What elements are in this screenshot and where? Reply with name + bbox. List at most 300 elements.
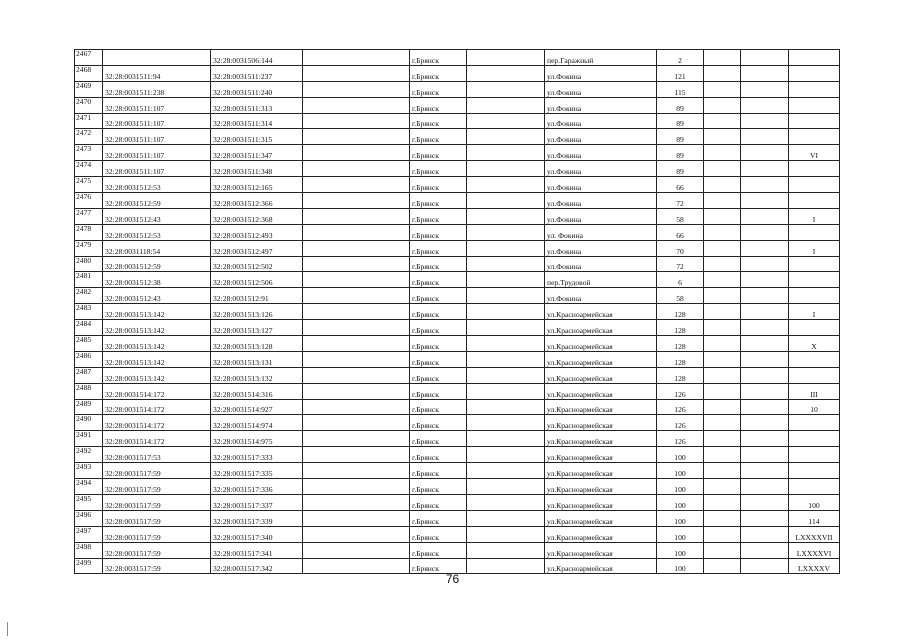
street-cell: ул.Красноармейская <box>545 558 657 574</box>
empty-cell <box>303 526 410 542</box>
empty-cell <box>741 510 789 526</box>
parent-cadastral-number-cell: 32:28:0031511:107 <box>103 129 211 145</box>
cadastral-number-cell: 32:28:0031513:132 <box>211 367 303 383</box>
street-cell: ул.Красноармейская <box>545 383 657 399</box>
street-cell: ул.Фокина <box>545 145 657 161</box>
empty-cell <box>303 542 410 558</box>
cadastral-number-cell: 32:28:0031511:237 <box>211 65 303 81</box>
table-row <box>75 336 840 352</box>
table-row <box>75 161 840 177</box>
house-number-cell: 58 <box>657 208 704 224</box>
cadastral-number-cell: 32:28:0031512:368 <box>211 208 303 224</box>
empty-cell <box>467 256 545 272</box>
cadastral-number-cell: 32:28:0031513:131 <box>211 351 303 367</box>
parent-cadastral-number-cell: 32:28:0031514:172 <box>103 415 211 431</box>
empty-cell <box>704 177 741 193</box>
empty-cell <box>704 494 741 510</box>
empty-cell <box>704 208 741 224</box>
table-row <box>75 431 840 447</box>
city-cell: г.Брянск <box>410 383 467 399</box>
parent-cadastral-number-cell: 32:28:0031517:53 <box>103 447 211 463</box>
empty-cell <box>467 383 545 399</box>
premises-number-cell: LXXXXVI <box>789 542 840 558</box>
city-cell: г.Брянск <box>410 224 467 240</box>
street-cell: ул.Фокина <box>545 97 657 113</box>
premises-number-cell <box>789 288 840 304</box>
empty-cell <box>704 161 741 177</box>
table-body <box>75 50 840 574</box>
city-cell: г.Брянск <box>410 479 467 495</box>
empty-cell <box>467 447 545 463</box>
empty-cell <box>303 288 410 304</box>
empty-cell <box>303 129 410 145</box>
city-cell: г.Брянск <box>410 161 467 177</box>
empty-cell <box>741 336 789 352</box>
house-number-cell: 66 <box>657 224 704 240</box>
empty-cell <box>741 526 789 542</box>
table-row <box>75 320 840 336</box>
premises-number-cell <box>789 367 840 383</box>
cadastral-number-cell: 32:28:0031517:335 <box>211 463 303 479</box>
table-row <box>75 193 840 209</box>
house-number-cell: 66 <box>657 177 704 193</box>
table-row <box>75 479 840 495</box>
empty-cell <box>704 447 741 463</box>
row-number-cell: 2469 <box>75 81 103 97</box>
premises-number-cell <box>789 351 840 367</box>
empty-cell <box>704 129 741 145</box>
empty-cell <box>741 288 789 304</box>
table-row <box>75 224 840 240</box>
empty-cell <box>303 272 410 288</box>
house-number-cell: 126 <box>657 431 704 447</box>
empty-cell <box>467 542 545 558</box>
parent-cadastral-number-cell: 32:28:0031513:142 <box>103 320 211 336</box>
row-number-cell: 2496 <box>75 510 103 526</box>
row-number-cell: 2482 <box>75 288 103 304</box>
empty-cell <box>303 510 410 526</box>
premises-number-cell <box>789 65 840 81</box>
house-number-cell: 121 <box>657 65 704 81</box>
cadastral-number-cell: 32:28:0031511:348 <box>211 161 303 177</box>
empty-cell <box>303 208 410 224</box>
row-number-cell: 2479 <box>75 240 103 256</box>
empty-cell <box>467 113 545 129</box>
empty-cell <box>741 479 789 495</box>
cadastral-number-cell: 32:28:0031514:316 <box>211 383 303 399</box>
cadastral-number-cell: 32:28:0031517:339 <box>211 510 303 526</box>
empty-cell <box>704 113 741 129</box>
premises-number-cell <box>789 431 840 447</box>
cadastral-number-cell: 32:28:0031517:337 <box>211 494 303 510</box>
row-number-cell: 2478 <box>75 224 103 240</box>
empty-cell <box>741 351 789 367</box>
row-number-cell: 2489 <box>75 399 103 415</box>
empty-cell <box>467 288 545 304</box>
house-number-cell: 126 <box>657 383 704 399</box>
empty-cell <box>741 193 789 209</box>
house-number-cell: 100 <box>657 510 704 526</box>
row-number-cell: 2476 <box>75 193 103 209</box>
city-cell: г.Брянск <box>410 542 467 558</box>
street-cell: ул.Фокина <box>545 81 657 97</box>
empty-cell <box>741 224 789 240</box>
premises-number-cell: I <box>789 240 840 256</box>
empty-cell <box>303 463 410 479</box>
house-number-cell: 100 <box>657 542 704 558</box>
parent-cadastral-number-cell: 32:28:0031517:59 <box>103 494 211 510</box>
premises-number-cell <box>789 97 840 113</box>
empty-cell <box>741 97 789 113</box>
empty-cell <box>704 510 741 526</box>
cadastral-number-cell: 32:28:0031512:91 <box>211 288 303 304</box>
empty-cell <box>741 494 789 510</box>
premises-number-cell <box>789 193 840 209</box>
parent-cadastral-number-cell: 32:28:0031511:107 <box>103 161 211 177</box>
premises-number-cell <box>789 81 840 97</box>
empty-cell <box>741 81 789 97</box>
empty-cell <box>303 224 410 240</box>
empty-cell <box>704 542 741 558</box>
premises-number-cell: 10 <box>789 399 840 415</box>
house-number-cell: 6 <box>657 272 704 288</box>
premises-number-cell: III <box>789 383 840 399</box>
cadastral-number-cell: 32:28:0031514:927 <box>211 399 303 415</box>
premises-number-cell: 114 <box>789 510 840 526</box>
street-cell: ул.Фокина <box>545 161 657 177</box>
row-number-cell: 2485 <box>75 336 103 352</box>
house-number-cell: 100 <box>657 494 704 510</box>
cadastral-number-cell: 32:28:0031511:347 <box>211 145 303 161</box>
city-cell: г.Брянск <box>410 208 467 224</box>
empty-cell <box>467 479 545 495</box>
cadastral-number-cell: 32:28:0031511:313 <box>211 97 303 113</box>
premises-number-cell: I <box>789 304 840 320</box>
parent-cadastral-number-cell: 32:28:0031514:172 <box>103 399 211 415</box>
premises-number-cell: X <box>789 336 840 352</box>
city-cell: г.Брянск <box>410 288 467 304</box>
cadastral-number-cell: 32:28:0031513:128 <box>211 336 303 352</box>
city-cell: г.Брянск <box>410 177 467 193</box>
house-number-cell: 100 <box>657 447 704 463</box>
parent-cadastral-number-cell: 32:28:0031512:38 <box>103 272 211 288</box>
empty-cell <box>741 367 789 383</box>
row-number-cell: 2499 <box>75 558 103 574</box>
empty-cell <box>741 399 789 415</box>
parent-cadastral-number-cell: 32:28:0031511:107 <box>103 97 211 113</box>
empty-cell <box>741 208 789 224</box>
street-cell: ул.Фокина <box>545 113 657 129</box>
empty-cell <box>704 367 741 383</box>
empty-cell <box>467 463 545 479</box>
empty-cell <box>704 50 741 66</box>
premises-number-cell <box>789 479 840 495</box>
parent-cadastral-number-cell: 32:28:0031512:59 <box>103 256 211 272</box>
empty-cell <box>704 415 741 431</box>
empty-cell <box>704 145 741 161</box>
table-row <box>75 304 840 320</box>
cadastral-number-cell: 32:28:0031511:240 <box>211 81 303 97</box>
empty-cell <box>467 399 545 415</box>
cadastral-number-cell: 32:28:0031512:506 <box>211 272 303 288</box>
table-row <box>75 177 840 193</box>
property-table <box>74 49 840 574</box>
empty-cell <box>741 415 789 431</box>
parent-cadastral-number-cell: 32:28:0031511:94 <box>103 65 211 81</box>
row-number-cell: 2495 <box>75 494 103 510</box>
empty-cell <box>303 65 410 81</box>
empty-cell <box>303 336 410 352</box>
empty-cell <box>467 351 545 367</box>
empty-cell <box>704 240 741 256</box>
street-cell: ул.Красноармейская <box>545 463 657 479</box>
street-cell: ул.Красноармейская <box>545 399 657 415</box>
row-number-cell: 2468 <box>75 65 103 81</box>
empty-cell <box>467 50 545 66</box>
premises-number-cell <box>789 463 840 479</box>
house-number-cell: 89 <box>657 145 704 161</box>
parent-cadastral-number-cell: 32:28:0031513:142 <box>103 367 211 383</box>
empty-cell <box>467 272 545 288</box>
house-number-cell: 128 <box>657 336 704 352</box>
empty-cell <box>741 383 789 399</box>
house-number-cell: 89 <box>657 161 704 177</box>
parent-cadastral-number-cell: 32:28:0031517:59 <box>103 463 211 479</box>
table-row <box>75 256 840 272</box>
street-cell: пер.Трудовой <box>545 272 657 288</box>
table-row <box>75 113 840 129</box>
row-number-cell: 2498 <box>75 542 103 558</box>
document-page <box>74 49 839 574</box>
empty-cell <box>704 288 741 304</box>
empty-cell <box>303 431 410 447</box>
table-row <box>75 526 840 542</box>
street-cell: ул.Фокина <box>545 208 657 224</box>
table-row <box>75 447 840 463</box>
empty-cell <box>741 463 789 479</box>
empty-cell <box>467 336 545 352</box>
parent-cadastral-number-cell: 32:28:0031512:43 <box>103 208 211 224</box>
empty-cell <box>704 526 741 542</box>
row-number-cell: 2492 <box>75 447 103 463</box>
row-number-cell: 2481 <box>75 272 103 288</box>
empty-cell <box>467 129 545 145</box>
table-row <box>75 288 840 304</box>
cadastral-number-cell: 32:28:0031513:127 <box>211 320 303 336</box>
cadastral-number-cell: 32:28:0031517:336 <box>211 479 303 495</box>
empty-cell <box>467 65 545 81</box>
parent-cadastral-number-cell: 32:28:0031511:107 <box>103 113 211 129</box>
parent-cadastral-number-cell: 32:28:0031512:59 <box>103 193 211 209</box>
empty-cell <box>303 240 410 256</box>
street-cell: ул.Красноармейская <box>545 542 657 558</box>
empty-cell <box>704 399 741 415</box>
empty-cell <box>704 351 741 367</box>
table-row <box>75 463 840 479</box>
table-row <box>75 510 840 526</box>
empty-cell <box>704 224 741 240</box>
table-row <box>75 145 840 161</box>
house-number-cell: 2 <box>657 50 704 66</box>
empty-cell <box>741 240 789 256</box>
street-cell: ул.Красноармейская <box>545 320 657 336</box>
empty-cell <box>467 494 545 510</box>
table-row <box>75 208 840 224</box>
city-cell: г.Брянск <box>410 526 467 542</box>
street-cell: ул.Фокина <box>545 256 657 272</box>
street-cell: ул.Красноармейская <box>545 351 657 367</box>
table-row <box>75 415 840 431</box>
empty-cell <box>704 431 741 447</box>
parent-cadastral-number-cell: 32:28:0031512:53 <box>103 177 211 193</box>
parent-cadastral-number-cell: 32:28:0031511:238 <box>103 81 211 97</box>
city-cell: г.Брянск <box>410 97 467 113</box>
street-cell: ул.Красноармейская <box>545 510 657 526</box>
premises-number-cell <box>789 129 840 145</box>
row-number-cell: 2486 <box>75 351 103 367</box>
row-number-cell: 2488 <box>75 383 103 399</box>
cadastral-number-cell: 32:28:0031517:340 <box>211 526 303 542</box>
parent-cadastral-number-cell: 32:28:0031517:59 <box>103 526 211 542</box>
row-number-cell: 2475 <box>75 177 103 193</box>
city-cell: г.Брянск <box>410 463 467 479</box>
cadastral-number-cell: 32:28:0031513:126 <box>211 304 303 320</box>
empty-cell <box>303 351 410 367</box>
house-number-cell: 100 <box>657 463 704 479</box>
empty-cell <box>741 50 789 66</box>
cadastral-number-cell: 32:28:0031511:315 <box>211 129 303 145</box>
premises-number-cell: VI <box>789 145 840 161</box>
city-cell: г.Брянск <box>410 367 467 383</box>
empty-cell <box>741 304 789 320</box>
premises-number-cell <box>789 113 840 129</box>
city-cell: г.Брянск <box>410 50 467 66</box>
empty-cell <box>467 304 545 320</box>
house-number-cell: 100 <box>657 479 704 495</box>
row-number-cell: 2467 <box>75 50 103 66</box>
city-cell: г.Брянск <box>410 447 467 463</box>
empty-cell <box>704 304 741 320</box>
parent-cadastral-number-cell: 32:28:0031513:142 <box>103 304 211 320</box>
street-cell: ул.Фокина <box>545 65 657 81</box>
table-row <box>75 50 840 66</box>
row-number-cell: 2472 <box>75 129 103 145</box>
empty-cell <box>741 145 789 161</box>
premises-number-cell <box>789 256 840 272</box>
house-number-cell: 72 <box>657 193 704 209</box>
parent-cadastral-number-cell <box>103 50 211 66</box>
empty-cell <box>303 494 410 510</box>
row-number-cell: 2493 <box>75 463 103 479</box>
row-number-cell: 2484 <box>75 320 103 336</box>
empty-cell <box>704 193 741 209</box>
empty-cell <box>741 542 789 558</box>
street-cell: ул.Красноармейская <box>545 415 657 431</box>
empty-cell <box>741 129 789 145</box>
parent-cadastral-number-cell: 32:28:0031517:59 <box>103 542 211 558</box>
premises-number-cell <box>789 50 840 66</box>
empty-cell <box>303 145 410 161</box>
empty-cell <box>741 177 789 193</box>
table-row <box>75 351 840 367</box>
city-cell: г.Брянск <box>410 272 467 288</box>
empty-cell <box>741 161 789 177</box>
house-number-cell: 128 <box>657 304 704 320</box>
cadastral-number-cell: 32:28:0031517:342 <box>211 558 303 574</box>
house-number-cell: 89 <box>657 113 704 129</box>
empty-cell <box>741 256 789 272</box>
house-number-cell: 72 <box>657 256 704 272</box>
street-cell: ул.Красноармейская <box>545 431 657 447</box>
parent-cadastral-number-cell: 32:28:0031512:53 <box>103 224 211 240</box>
table-row <box>75 129 840 145</box>
row-number-cell: 2490 <box>75 415 103 431</box>
table-row <box>75 81 840 97</box>
empty-cell <box>467 320 545 336</box>
empty-cell <box>704 65 741 81</box>
empty-cell <box>741 447 789 463</box>
empty-cell <box>467 415 545 431</box>
cadastral-number-cell: 32:28:0031512:366 <box>211 193 303 209</box>
premises-number-cell <box>789 415 840 431</box>
empty-cell <box>303 399 410 415</box>
city-cell: г.Брянск <box>410 113 467 129</box>
empty-cell <box>303 81 410 97</box>
empty-cell <box>467 510 545 526</box>
empty-cell <box>303 161 410 177</box>
empty-cell <box>303 415 410 431</box>
row-number-cell: 2494 <box>75 479 103 495</box>
street-cell: ул. Фокина <box>545 224 657 240</box>
city-cell: г.Брянск <box>410 558 467 574</box>
empty-cell <box>467 208 545 224</box>
house-number-cell: 128 <box>657 367 704 383</box>
row-number-cell: 2477 <box>75 208 103 224</box>
house-number-cell: 115 <box>657 81 704 97</box>
table-row <box>75 240 840 256</box>
cadastral-number-cell: 32:28:0031517:333 <box>211 447 303 463</box>
city-cell: г.Брянск <box>410 431 467 447</box>
empty-cell <box>303 367 410 383</box>
empty-cell <box>741 272 789 288</box>
empty-cell <box>303 383 410 399</box>
row-number-cell: 2480 <box>75 256 103 272</box>
empty-cell <box>467 367 545 383</box>
parent-cadastral-number-cell: 32:28:0031512:43 <box>103 288 211 304</box>
street-cell: пер.Гаражный <box>545 50 657 66</box>
empty-cell <box>704 463 741 479</box>
premises-number-cell: 100 <box>789 494 840 510</box>
parent-cadastral-number-cell: 32:28:0031511:107 <box>103 145 211 161</box>
cadastral-number-cell: 32:28:0031512:502 <box>211 256 303 272</box>
table-row <box>75 272 840 288</box>
row-number-cell: 2487 <box>75 367 103 383</box>
house-number-cell: 100 <box>657 558 704 574</box>
table-row <box>75 383 840 399</box>
house-number-cell: 128 <box>657 320 704 336</box>
parent-cadastral-number-cell: 32:28:0031513:142 <box>103 336 211 352</box>
city-cell: г.Брянск <box>410 81 467 97</box>
empty-cell <box>303 50 410 66</box>
table-row <box>75 65 840 81</box>
row-number-cell: 2470 <box>75 97 103 113</box>
empty-cell <box>704 97 741 113</box>
street-cell: ул.Фокина <box>545 240 657 256</box>
empty-cell <box>704 81 741 97</box>
empty-cell <box>741 320 789 336</box>
street-cell: ул.Красноармейская <box>545 336 657 352</box>
cadastral-number-cell: 32:28:0031511:314 <box>211 113 303 129</box>
